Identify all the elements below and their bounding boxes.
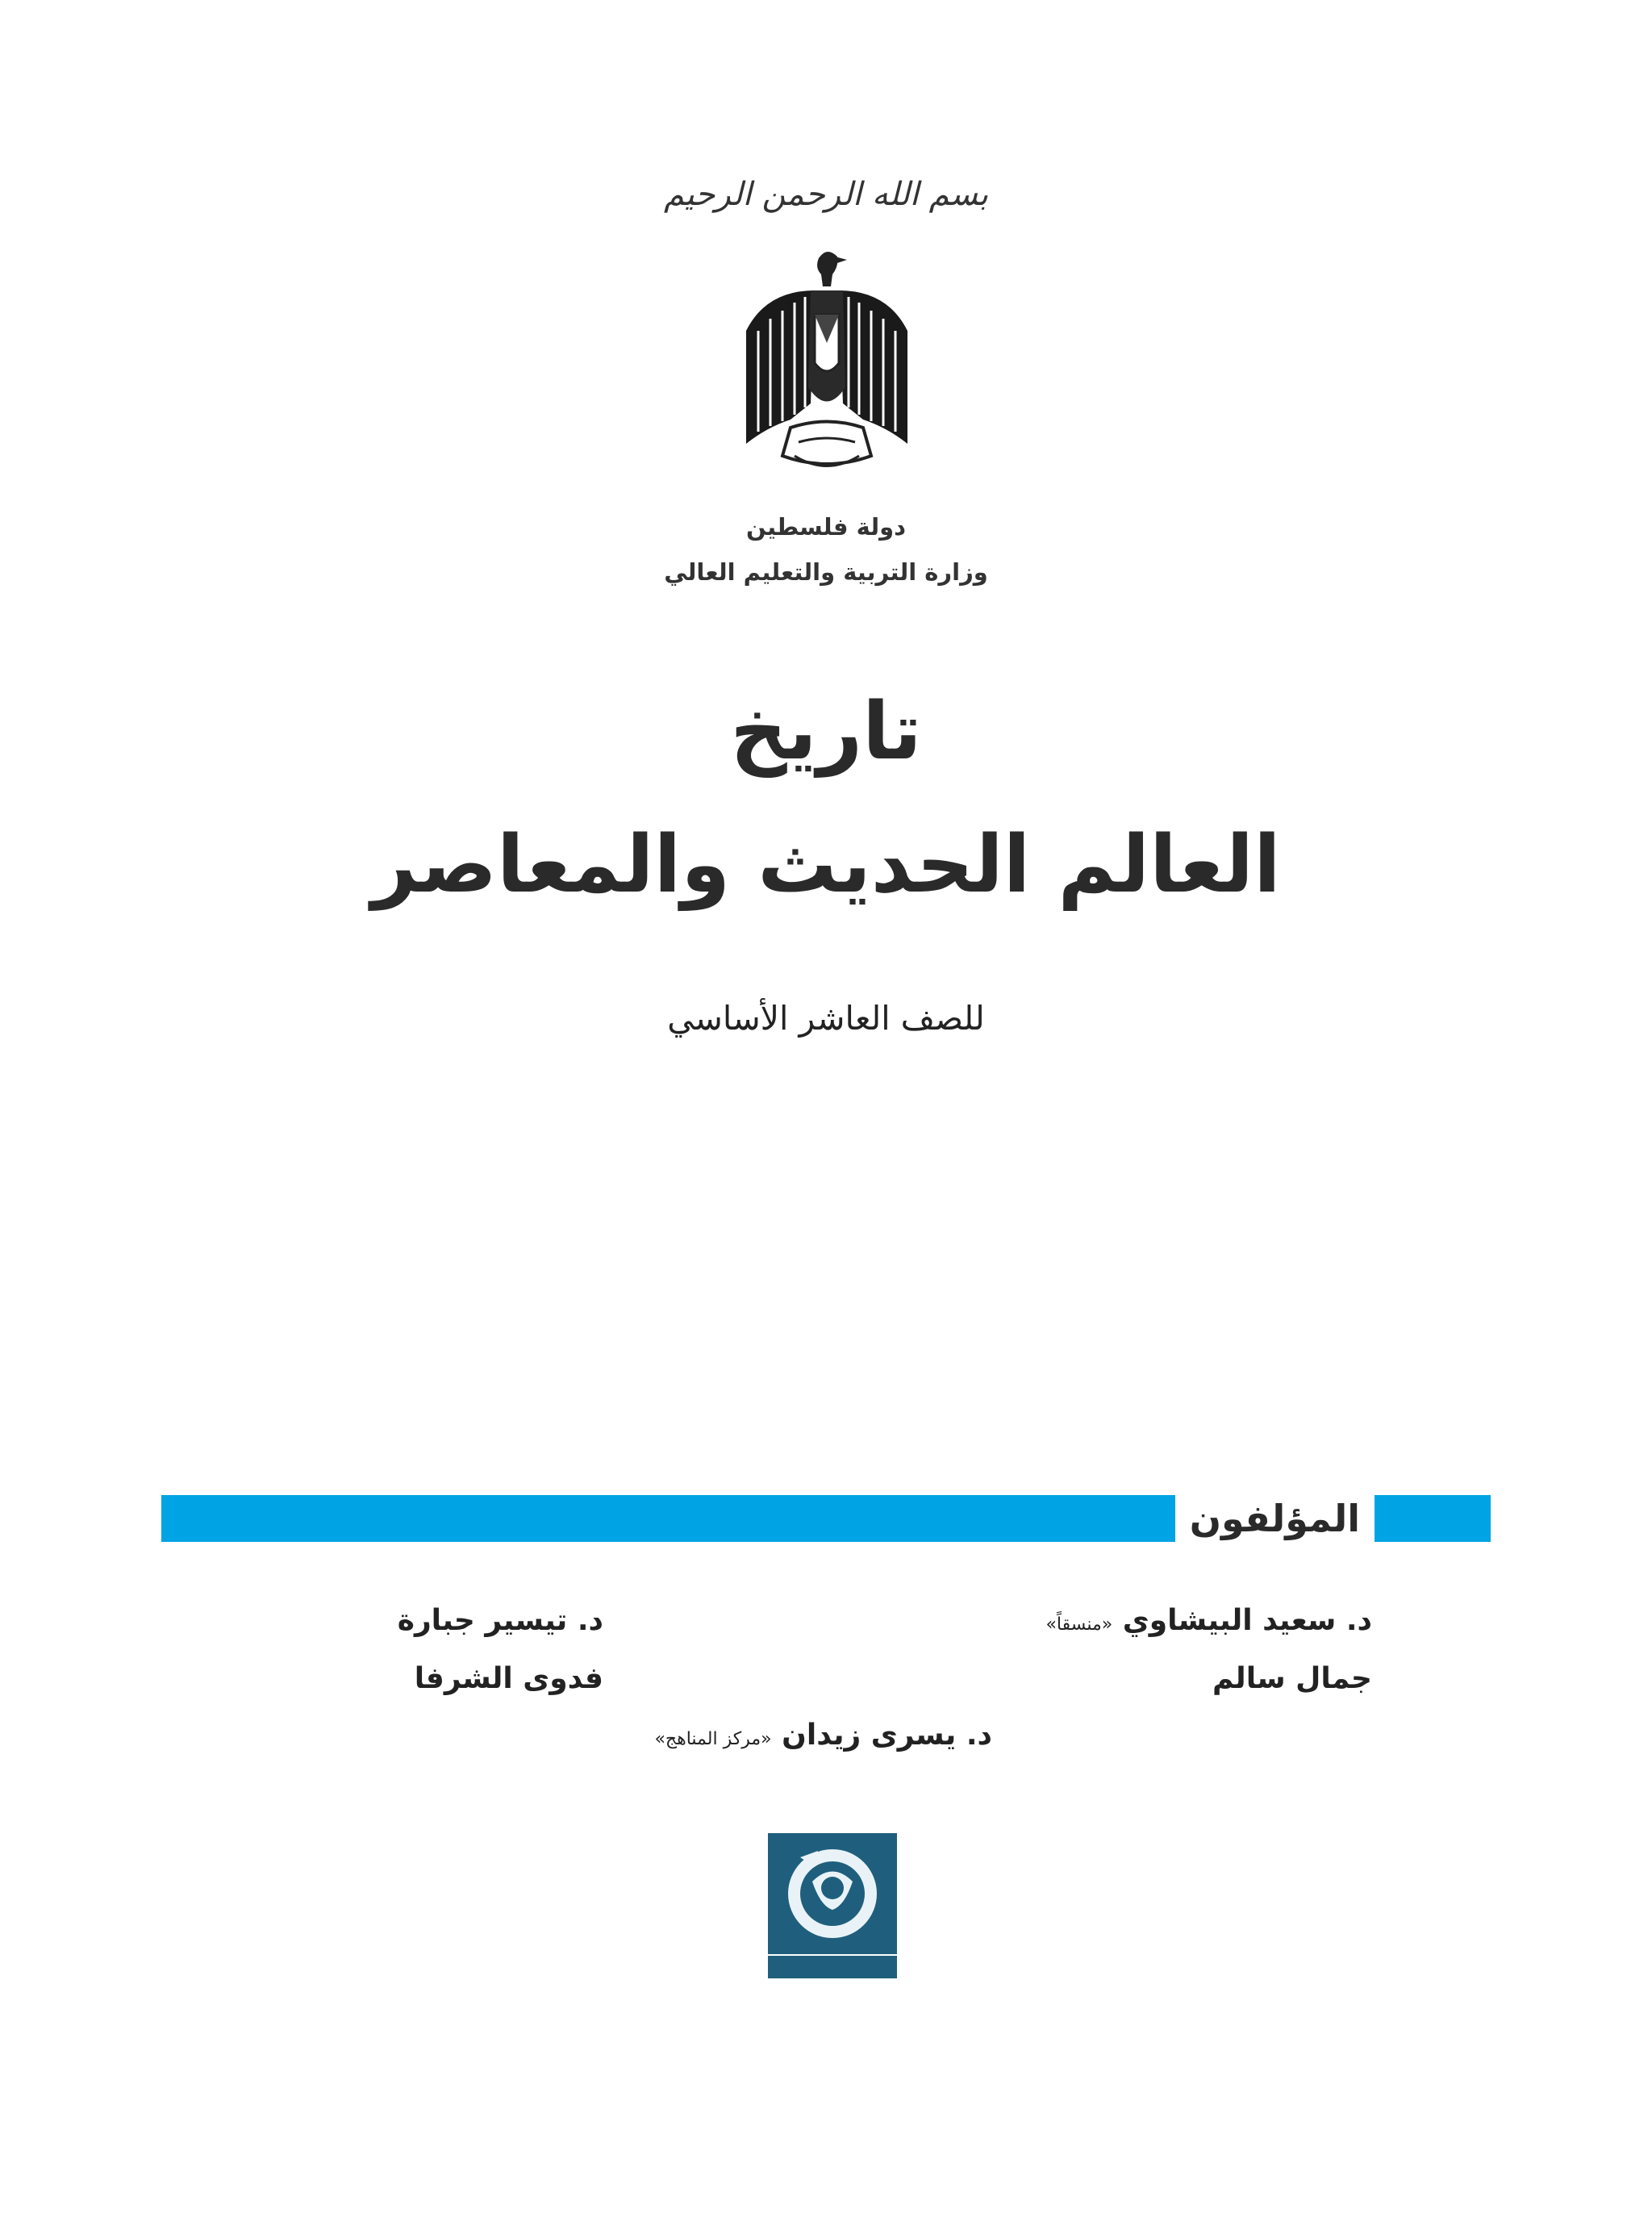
author-note: «منسقاً» (1045, 1614, 1113, 1635)
author-1 (1045, 1604, 1372, 1637)
author-name: د. سعيد البيشاوي (1122, 1604, 1372, 1637)
ministry-name: وزارة التربية والتعليم العالي (664, 558, 988, 586)
book-title-line1: تاريخ (730, 686, 922, 778)
authors-label: المؤلفون (1175, 1495, 1375, 1542)
author-name: د. تيسير جبارة (397, 1604, 603, 1637)
authors-header-bar (161, 1495, 1491, 1542)
basmala: بسم الله الرحمن الرحيم (663, 176, 989, 213)
author-name: جمال سالم (1212, 1662, 1372, 1695)
curriculum-center-logo (768, 1833, 897, 1978)
grade-level: للصف العاشر الأساسي (667, 999, 985, 1038)
author-3 (398, 1604, 603, 1637)
state-name: دولة فلسطين (745, 513, 906, 541)
author-name: فدوى الشرفا (414, 1662, 603, 1695)
author-4 (415, 1662, 603, 1695)
author-5 (654, 1719, 992, 1752)
author-2 (1212, 1662, 1372, 1695)
book-title-line2: العالم الحديث والمعاصر (371, 819, 1281, 911)
author-name: د. يسرى زيدان (782, 1719, 992, 1752)
author-note: «مركز المناهج» (654, 1729, 772, 1749)
palestine-eagle-emblem (734, 242, 920, 484)
